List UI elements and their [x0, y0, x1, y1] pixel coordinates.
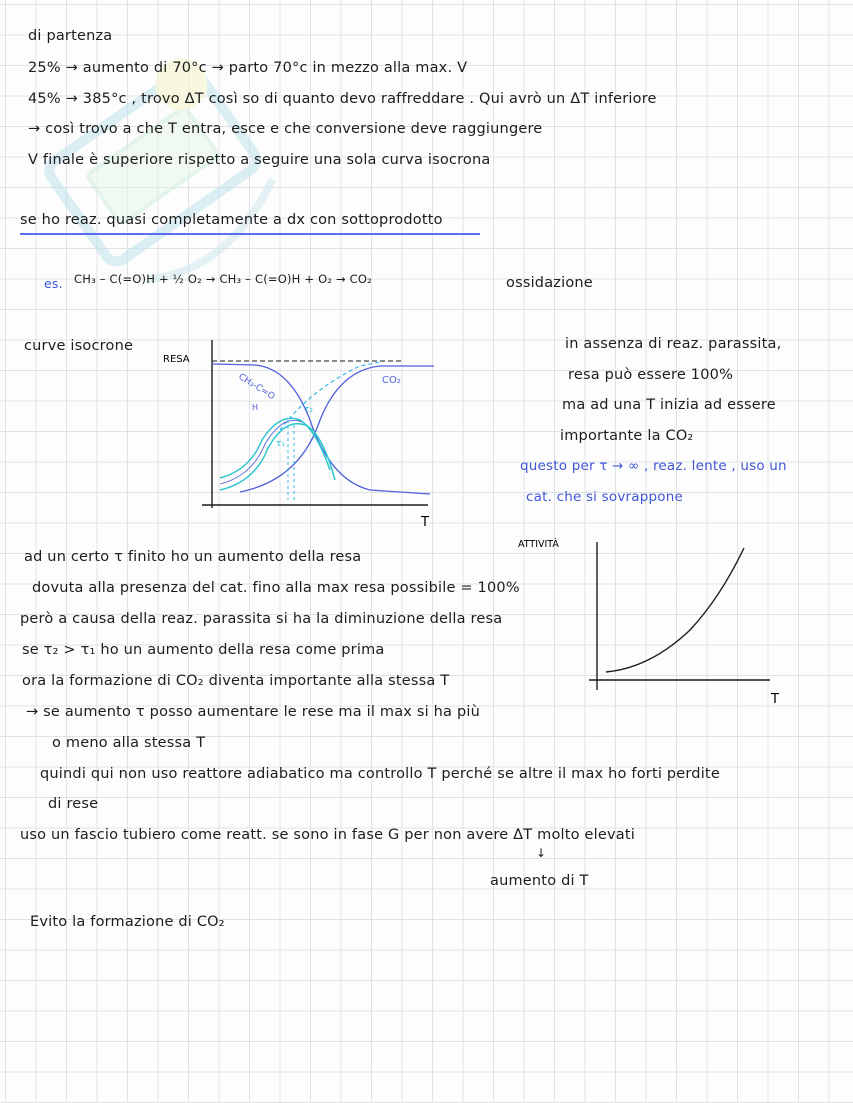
para-line-8: quindi qui non uso reattore adiabatico ma controllo T perché se altre il max ho forti perdite [40, 766, 720, 782]
tau1-curve [220, 418, 330, 478]
blue-note-2: cat. che si sovrappone [526, 489, 683, 505]
aldehyde-curve-label: CH₃-C=O [236, 372, 277, 403]
section-heading: se ho reaz. quasi completamente a dx con sottoprodotto [20, 212, 443, 228]
curve-isocrone-label: curve isocrone [24, 338, 134, 354]
text-line-4: → così trovo a che T entra, esce e che conversione deve raggiungere [28, 121, 543, 137]
para-line-12: Evito la formazione di CO₂ [30, 914, 225, 930]
text-line-2: 25% → aumento di 70°c → parto 70°c in mezzo alla max. V [28, 60, 468, 76]
chart1-y-label: RESA [163, 354, 190, 365]
chart2-y-label: ATTIVITÀ [518, 539, 559, 550]
down-arrow: ↓ [536, 846, 547, 860]
para-line-3: però a causa della reaz. parassita si ha la diminuzione della resa [20, 611, 503, 627]
right-note-2: resa può essere 100% [568, 367, 734, 383]
para-line-1: ad un certo τ finito ho un aumento della resa [24, 549, 362, 565]
co2-curve-label: CO₂ [382, 375, 401, 386]
right-note-4: importante la CO₂ [560, 428, 694, 444]
tau2-curve [220, 424, 335, 490]
para-line-6: → se aumento τ posso aumentare le rese ma il max si ha più [26, 704, 480, 720]
ossidazione-label: ossidazione [506, 275, 593, 291]
tau-extra-curve [220, 420, 302, 484]
text-line-5: V finale è superiore rispetto a seguire una sola curva isocrona [28, 152, 491, 168]
chart1-x-label: T [421, 515, 429, 530]
blue-note-1: questo per τ → ∞ , reaz. lente , uso un [520, 458, 787, 474]
right-note-3: ma ad una T inizia ad essere [562, 397, 776, 413]
para-line-9: di rese [48, 796, 99, 812]
text-line-3: 45% → 385°c , trovo ΔT così so di quanto devo raffreddare . Qui avrò un ΔT inferiore [28, 91, 657, 107]
co2-curve [240, 366, 434, 492]
tau1-label: τ₁ [276, 439, 286, 449]
para-line-11: aumento di T [490, 873, 589, 889]
right-note-1: in assenza di reaz. parassita, [565, 336, 782, 352]
ideal-yield-dashed-curve [280, 362, 380, 430]
tau2-label: τ₂ [304, 405, 314, 415]
reaction-equation: CH₃ – C(=O)H + ½ O₂ → CH₃ – C(=O)H + O₂ → CO₂ [74, 272, 372, 286]
example-label: es. [44, 276, 63, 291]
para-line-7: o meno alla stessa T [52, 735, 206, 751]
chart2-x-label: T [771, 692, 779, 707]
para-line-5: ora la formazione di CO₂ diventa importante alla stessa T [22, 673, 450, 689]
para-line-2: dovuta alla presenza del cat. fino alla max resa possibile = 100% [32, 580, 520, 596]
para-line-4: se τ₂ > τ₁ ho un aumento della resa come prima [22, 642, 385, 658]
activity-curve [606, 548, 744, 672]
aldehyde-h-label: H [252, 403, 259, 412]
para-line-10: uso un fascio tubiero come reatt. se sono in fase G per non avere ΔT molto elevati [20, 827, 635, 843]
text-line-1: di partenza [28, 28, 113, 44]
